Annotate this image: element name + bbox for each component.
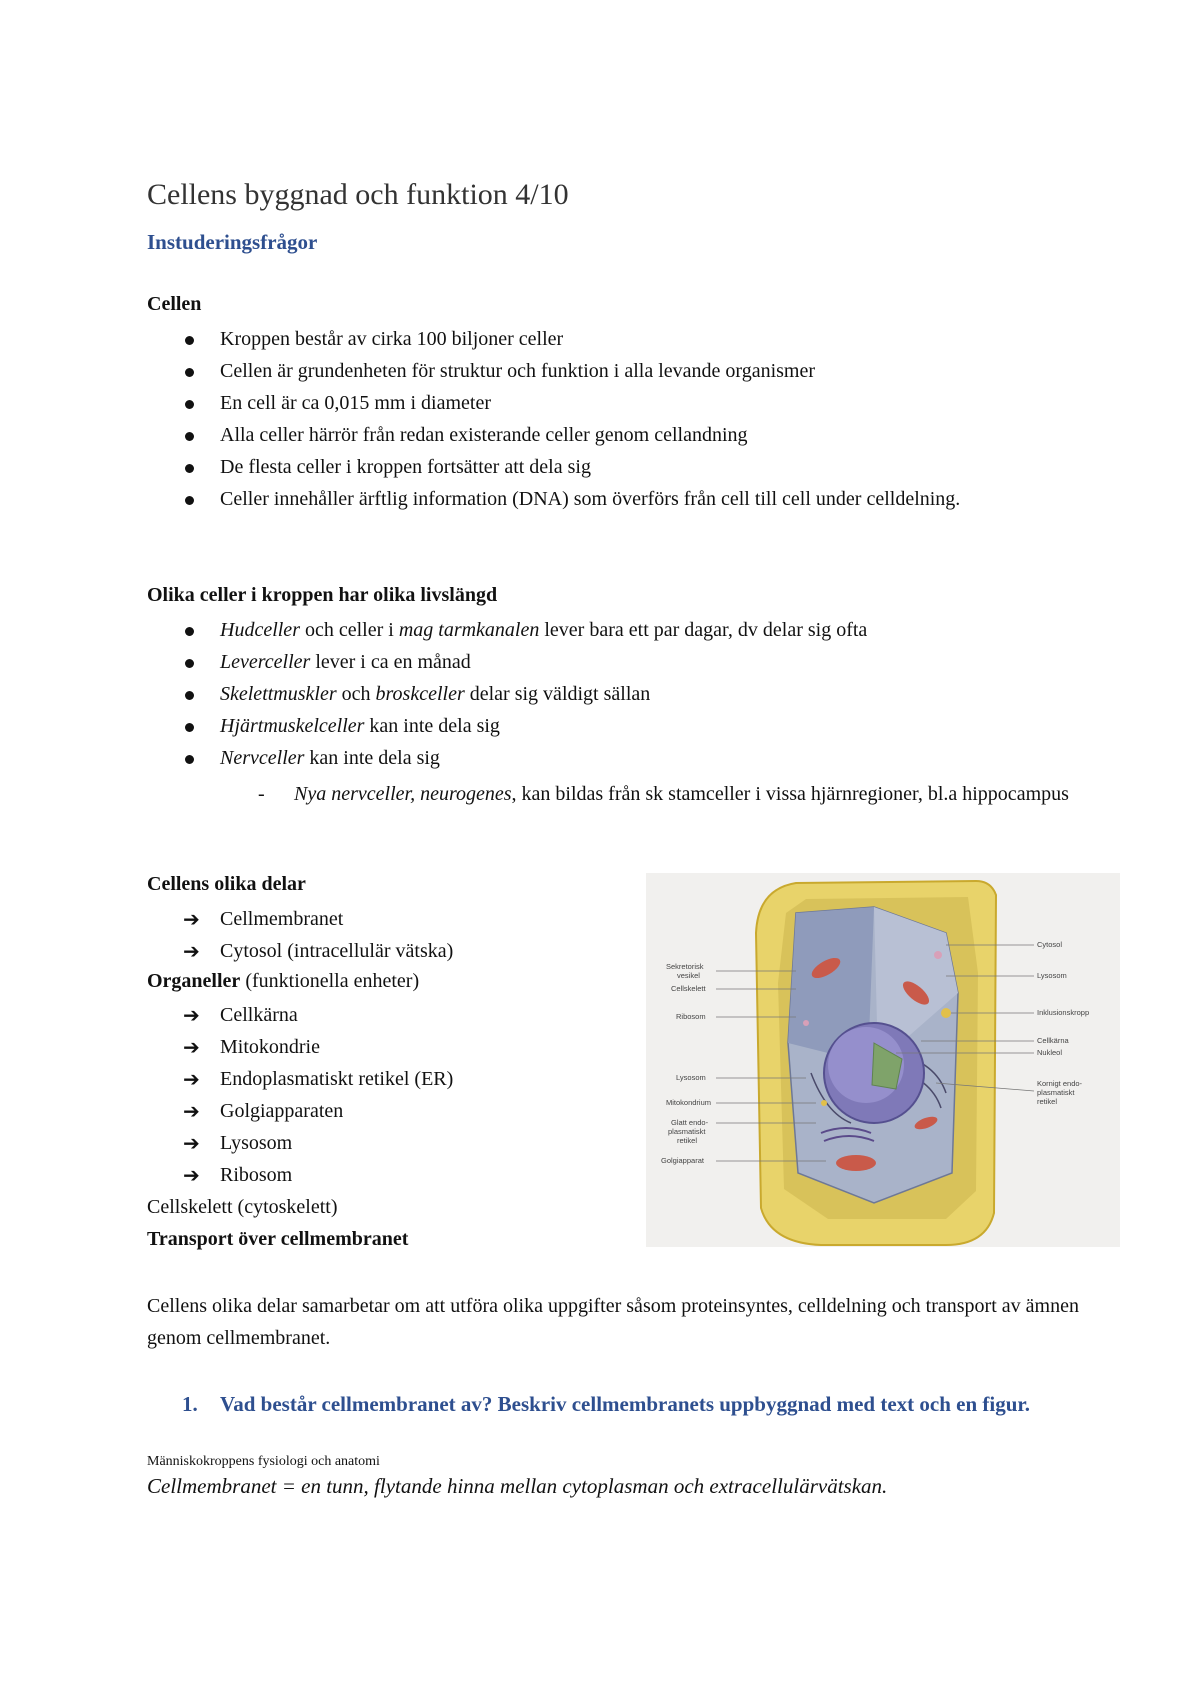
list-item: Nervceller kan inte dela sig — [147, 742, 867, 774]
bullet-icon — [185, 464, 194, 473]
organeller-list — [147, 999, 453, 1191]
list-item: Skelettmuskler och broskceller delar sig väldigt sällan — [147, 678, 867, 710]
list-item: ➔ Ribosom — [147, 1159, 453, 1191]
figure-label: Inklusionskropp — [1037, 1008, 1090, 1017]
vesicle-shape — [934, 951, 942, 959]
arrow-icon: ➔ — [183, 1131, 200, 1155]
question-text: Vad består cellmembranet av? Beskriv cellmembranets uppbyggnad med text och en figur. — [220, 1392, 1031, 1416]
arrow-icon: ➔ — [183, 1163, 200, 1187]
bullet-icon — [185, 432, 194, 441]
section-heading-delar: Cellens olika delar — [147, 873, 306, 895]
arrow-icon: ➔ — [183, 1035, 200, 1059]
figure-label: plasmatiskt — [1037, 1088, 1075, 1097]
list-item: ➔ Cytosol (intracellulär vätska) — [147, 935, 453, 967]
definition-text: Cellmembranet = en tunn, flytande hinna mellan cytoplasman och extracellulärvätskan. — [147, 1474, 888, 1498]
figure-label: retikel — [1037, 1097, 1058, 1106]
figure-label: Nukleol — [1037, 1048, 1063, 1057]
list-item: Hudceller och celler i mag tarmkanalen lever bara ett par dagar, dv delar sig ofta — [147, 614, 867, 646]
vesicle-shape — [803, 1020, 809, 1026]
figure-label: Cellkärna — [1037, 1036, 1069, 1045]
figure-label: Cellskelett — [671, 984, 706, 993]
cell-illustration — [646, 873, 1120, 1247]
arrow-icon: ➔ — [183, 907, 200, 931]
bullet-icon — [185, 400, 194, 409]
arrow-icon: ➔ — [183, 1099, 200, 1123]
list-item: Leverceller lever i ca en månad — [147, 646, 867, 678]
figure-label: Cytosol — [1037, 940, 1063, 949]
figure-label: Lysosom — [1037, 971, 1067, 980]
bullet-icon — [185, 336, 194, 345]
bullet-icon — [185, 496, 194, 505]
livslangd-list — [147, 614, 867, 774]
list-item: ➔ Golgiapparaten — [147, 1095, 453, 1127]
list-item: ➔ Cellmembranet — [147, 903, 453, 935]
figure-label: Ribosom — [676, 1012, 706, 1021]
subtitle: Instuderingsfrågor — [147, 230, 318, 254]
bullet-icon — [185, 368, 194, 377]
bullet-icon — [185, 755, 194, 764]
figure-label: Golgiapparat — [661, 1156, 704, 1165]
arrow-icon: ➔ — [183, 939, 200, 963]
bullet-icon — [185, 723, 194, 732]
cellskelett-line: Cellskelett (cytoskelett) — [147, 1196, 338, 1218]
section-heading-cellen: Cellen — [147, 293, 202, 315]
figure-label: Sekretorisk — [666, 962, 704, 971]
list-item: Cellen är grundenheten för struktur och funktion i alla levande organismer — [147, 355, 1000, 387]
parts-list — [147, 903, 453, 967]
list-item: ➔ Mitokondrie — [147, 1031, 453, 1063]
sub-list-item: - Nya nervceller, neurogenes, kan bildas från sk stamceller i vissa hjärnregioner, bl.a hippocampus — [258, 778, 1078, 810]
list-item: Hjärtmuskelceller kan inte dela sig — [147, 710, 867, 742]
figure-label: Mitokondrium — [666, 1098, 712, 1107]
list-item: En cell är ca 0,015 mm i diameter — [147, 387, 1000, 419]
page-title: Cellens byggnad och funktion 4/10 — [147, 178, 569, 211]
section-heading-livslangd: Olika celler i kroppen har olika livslängd — [147, 584, 498, 606]
transport-heading: Transport över cellmembranet — [147, 1228, 409, 1250]
body-paragraph: Cellens olika delar samarbetar om att utföra olika uppgifter såsom proteinsyntes, celldelning och transport av ämnen genom cellmembranet. — [147, 1295, 1079, 1349]
figure-label: Kornigt endo- — [1037, 1079, 1083, 1088]
arrow-icon: ➔ — [183, 1003, 200, 1027]
arrow-icon: ➔ — [183, 1067, 200, 1091]
figure-label: plasmatiskt — [668, 1127, 706, 1136]
dash-marker: - — [258, 783, 265, 805]
question-1 — [182, 1388, 1042, 1420]
cellen-list — [147, 323, 1000, 515]
list-item: Kroppen består av cirka 100 biljoner celler — [147, 323, 1000, 355]
vesicle-shape — [821, 1100, 827, 1106]
mitochondrion-shape — [836, 1155, 876, 1171]
list-item: Celler innehåller ärftlig information (DNA) som överförs från cell till cell under celldelning. — [147, 483, 1000, 515]
cell-diagram — [646, 873, 1120, 1247]
figure-label: vesikel — [677, 971, 700, 980]
question-number: 1. — [182, 1392, 198, 1416]
bullet-icon — [185, 627, 194, 636]
source-citation: Människokroppens fysiologi och anatomi — [147, 1454, 380, 1469]
list-item: De flesta celler i kroppen fortsätter att dela sig — [147, 451, 1000, 483]
list-item: ➔ Lysosom — [147, 1127, 453, 1159]
organeller-line: Organeller (funktionella enheter) — [147, 970, 420, 992]
bullet-icon — [185, 691, 194, 700]
bullet-icon — [185, 659, 194, 668]
figure-label: Lysosom — [676, 1073, 706, 1082]
list-item: Alla celler härrör från redan existerande celler genom cellandning — [147, 419, 1000, 451]
figure-label: retikel — [677, 1136, 698, 1145]
vesicle-shape — [941, 1008, 951, 1018]
list-item: ➔ Endoplasmatiskt retikel (ER) — [147, 1063, 453, 1095]
list-item: ➔ Cellkärna — [147, 999, 453, 1031]
figure-label: Glatt endo- — [671, 1118, 709, 1127]
